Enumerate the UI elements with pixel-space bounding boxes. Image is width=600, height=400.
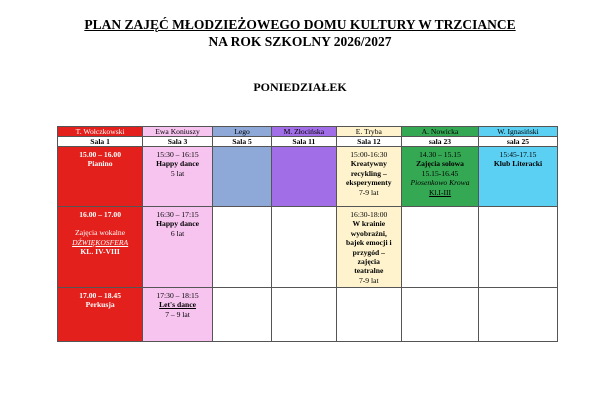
class-name: zajęcia [357, 257, 380, 267]
room-header-row [58, 137, 558, 147]
teacher-name: M. Złocińska [272, 127, 336, 137]
schedule-table [57, 126, 558, 342]
empty-cell [212, 288, 271, 342]
class-time: 15:00-16:30 [350, 150, 388, 159]
empty-cell [402, 288, 479, 342]
class-cell [478, 147, 557, 207]
room-label: Sala 3 [143, 137, 213, 147]
class-time: 17.00 – 18.45 [79, 291, 121, 300]
class-name: DŹWIĘKOSFERA [72, 237, 129, 247]
class-name: Zajęcia solowa [416, 159, 464, 169]
room-label: Sala 12 [336, 137, 401, 147]
class-time: 15:45-17.15 [499, 150, 537, 159]
spacer [58, 219, 142, 228]
class-cell [143, 288, 213, 342]
class-time: 15.15-16.45 [421, 168, 459, 178]
class-name: Zajęcia wokalne [75, 228, 126, 238]
class-name: recykling – [350, 168, 387, 178]
empty-cell [478, 288, 557, 342]
class-cell [58, 288, 143, 342]
class-age: 5 lat [170, 168, 185, 178]
table-row [58, 147, 558, 207]
class-grade: Kl.I-III [428, 187, 452, 197]
class-name: przygód – [352, 247, 385, 257]
teacher-header-row [58, 127, 558, 137]
class-time: 17:30 – 18:15 [156, 291, 199, 300]
class-cell [143, 147, 213, 207]
class-time: 16:30 – 17:15 [156, 210, 199, 219]
class-name: eksperymenty [346, 178, 392, 188]
class-age: 6 lat [170, 228, 185, 238]
class-name: Piosenkowo Krowa [410, 178, 470, 188]
class-cell [402, 147, 479, 207]
class-age: 7 – 9 lat [165, 309, 190, 319]
class-cell [336, 147, 401, 207]
class-name: Klub Literacki [493, 159, 543, 169]
empty-cell [272, 207, 336, 288]
teacher-name: Lego [212, 127, 271, 137]
class-cell [143, 207, 213, 288]
room-label: sala 23 [402, 137, 479, 147]
table-row [58, 288, 558, 342]
day-heading: PONIEDZIAŁEK [253, 80, 347, 94]
page-subtitle: NA ROK SZKOLNY 2026/2027 [208, 34, 392, 49]
table-row [58, 207, 558, 288]
class-time: 16.00 – 17.00 [79, 210, 121, 219]
class-time: 16:30-18:00 [350, 210, 388, 219]
teacher-name: Ewa Koniuszy [143, 127, 213, 137]
empty-cell [272, 288, 336, 342]
class-time: 14.30 – 15.15 [419, 150, 461, 159]
class-cell [58, 147, 143, 207]
room-label: sala 25 [478, 137, 557, 147]
page-title: PLAN ZAJĘĆ MŁODZIEŻOWEGO DOMU KULTURY W TRZCIANCE [84, 17, 516, 32]
class-age: 7-9 lat [358, 275, 379, 285]
room-label: Sala 5 [212, 137, 271, 147]
class-name: Pianino [87, 159, 113, 169]
class-name: Happy dance [156, 159, 199, 169]
class-name: Let's dance [159, 300, 197, 310]
class-grade: KL. IV-VIII [80, 247, 120, 257]
class-time: 15.00 – 16.00 [79, 150, 121, 159]
empty-cell [402, 207, 479, 288]
teacher-name: E. Tryba [336, 127, 401, 137]
room-label: Sala 11 [272, 137, 336, 147]
empty-cell [272, 147, 336, 207]
empty-cell [212, 147, 271, 207]
class-cell [58, 207, 143, 288]
class-name: Perkusja [85, 300, 115, 310]
class-cell [336, 207, 401, 288]
empty-cell [212, 207, 271, 288]
class-time: 15:30 – 16:15 [156, 150, 199, 159]
class-name: teatralne [354, 266, 384, 276]
class-name: wyobraźni, [350, 228, 387, 238]
room-label: Sala 1 [58, 137, 143, 147]
empty-cell [478, 207, 557, 288]
class-name: bajek emocji i [346, 238, 392, 248]
class-name: Kreatywny [350, 159, 387, 169]
empty-cell [336, 288, 401, 342]
teacher-name: T. Wołczkowski [58, 127, 143, 137]
teacher-name: W. Ignasiński [478, 127, 557, 137]
class-age: 7-9 lat [358, 187, 379, 197]
teacher-name: A. Nowicka [402, 127, 479, 137]
class-name: W krainie [352, 219, 386, 229]
class-name: Happy dance [156, 219, 199, 229]
